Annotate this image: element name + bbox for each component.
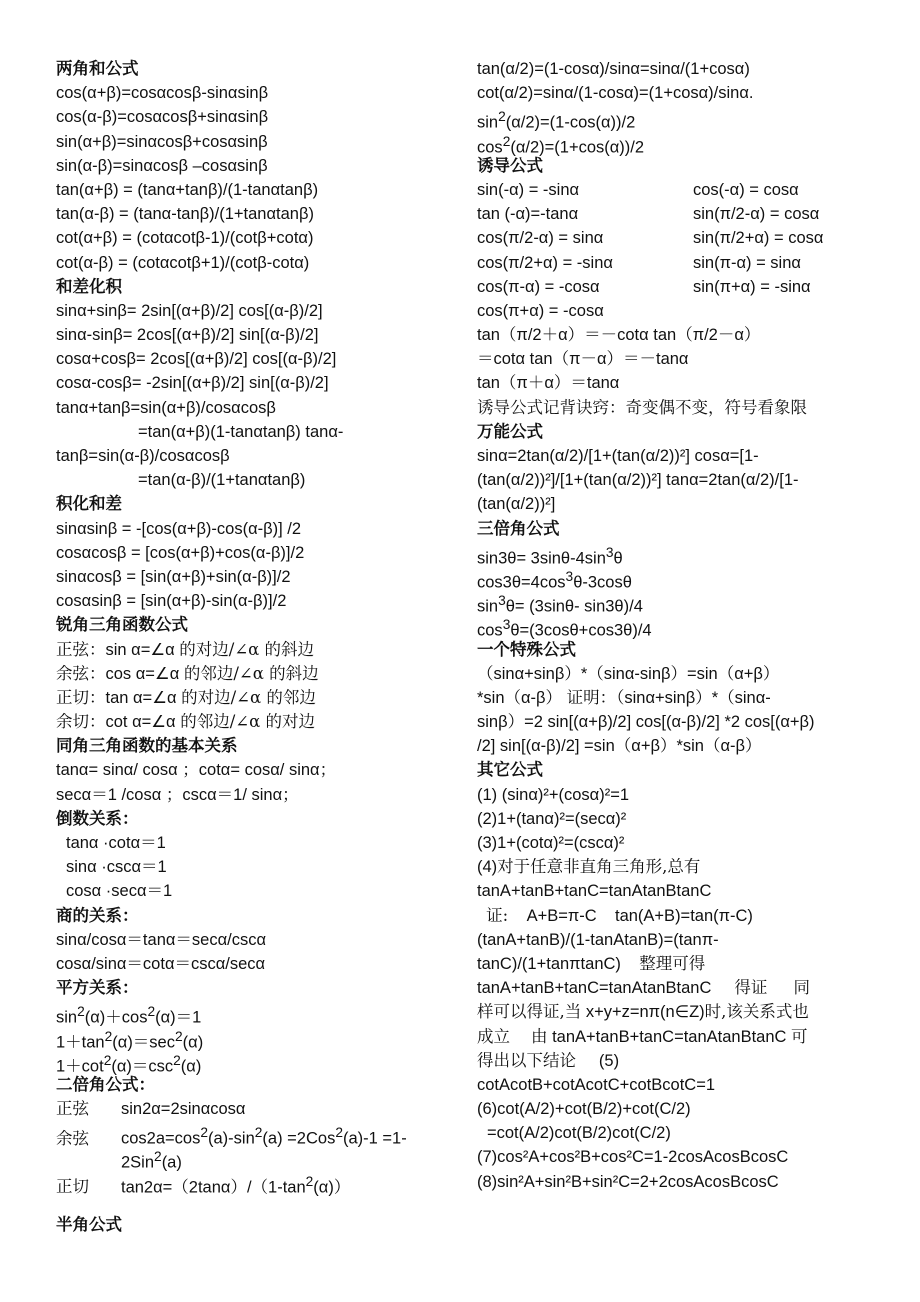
formula-line: sinαcosβ = [sin(α+β)+sin(α-β)]/2 (56, 567, 291, 586)
formula-line: (8)sin²A+sin²B+sin²C=2+2cosAcosBcosC (477, 1172, 779, 1191)
section-heading: 平方关系： (56, 979, 139, 998)
formula-line: cos(π/2+α) = -sinα sin(π-α) = sinα (477, 253, 801, 272)
formula-line: $\cos 3\theta=4\cos^3\theta-3\cos\theta$ (477, 568, 632, 592)
formula-line: 正切：tan α=∠α 的对边/∠α 的邻边 (56, 687, 316, 707)
formula-line: (2)1+(tanα)²=(secα)² (477, 809, 627, 828)
formula-line: (tan(α/2))²] (477, 495, 556, 514)
formula-line: sinα-sinβ= 2cos[(α+β)/2] sin[(α-β)/2] (56, 326, 319, 345)
formula-line: cotAcotB+cotAcotC+cotBcotC=1 (477, 1075, 716, 1094)
formula-line: tan(α+β) = (tanα+tanβ)/(1-tanαtanβ) (56, 180, 319, 199)
formula-line: cos(π-α) = -cosα sin(π+α) = -sinα (477, 277, 811, 296)
section-heading: 其它公式 (477, 761, 543, 780)
formula-line: sinβ）=2 sin[(α+β)/2] cos[(α-β)/2] *2 cos[(α+β) (477, 713, 815, 732)
formula-line: 余弦：cos α=∠α 的邻边/∠α 的斜边 (56, 663, 319, 683)
formula-line: (tanA+tanB)/(1-tanAtanB)=(tanπ- (477, 930, 719, 949)
formula-line: 2Sin$^2$(a) (121, 1149, 182, 1172)
formula-line: tan (-α)=-tanα sin(π/2-α) = cosα (477, 205, 820, 224)
formula-line: tanα= sinα/ cosα ；cotα= cosα/ sinα； (56, 761, 337, 780)
left-column (56, 57, 456, 1197)
formula-line: tan(α-β) = (tanα-tanβ)/(1+tanαtanβ) (56, 205, 314, 224)
section-heading: 一个特殊公式 (477, 640, 576, 659)
section-heading: 锐角三角函数公式 (56, 616, 188, 635)
formula-line: 正弦：sin α=∠α 的对边/∠α 的斜边 (56, 639, 315, 659)
formula-line: cosα/sinα＝cotα＝cscα/secα (56, 954, 266, 973)
formula-line: cosα+cosβ= 2cos[(α+β)/2] cos[(α-β)/2] (56, 350, 337, 369)
formula-line: cosαsinβ = [sin(α+β)-sin(α-β)]/2 (56, 592, 287, 611)
formula-line: cosαcosβ = [cos(α+β)+cos(α-β)]/2 (56, 543, 305, 562)
formula-line: cos(π/2-α) = sinα sin(π/2+α) = cosα (477, 229, 824, 248)
formula-line: sin(α-β)=sinαcosβ –cosαsinβ (56, 156, 268, 175)
formula-line: (3)1+(cotα)²=(cscα)² (477, 834, 625, 852)
formula-line: $\sin^2(\alpha/2)=(1-\cos(\alpha))/2$ (477, 109, 636, 132)
formula-line: tanA+tanB+tanC=tanAtanBtanC 得证 同 (477, 978, 811, 998)
formula-line: $1+\cot^2(\alpha)=\csc^2(\alpha)$ (56, 1052, 202, 1076)
formula-line: sinαsinβ = -[cos(α+β)-cos(α-β)] /2 (56, 519, 302, 538)
formula-line: cot(α/2)=sinα/(1-cosα)=(1+cosα)/sinα. (477, 84, 754, 103)
formula-line: =cot(A/2)cot(B/2)cot(C/2) (487, 1124, 671, 1143)
formula-line: (6)cot(A/2)+cot(B/2)+cot(C/2) (477, 1100, 691, 1119)
formula-line: cos(α-β)=cosαcosβ+sinαsinβ (56, 108, 269, 127)
right-column (477, 57, 872, 1194)
formula-line: sin(α+β)=sinαcosβ+cosαsinβ (56, 132, 268, 151)
formula-line: tanβ=sin(α-β)/cosαcosβ (56, 447, 230, 465)
formula-line: （sinα+sinβ）*（sinα-sinβ）=sin（α+β） (477, 664, 780, 683)
formula-line: *sin（α-β） 证明：（sinα+sinβ）*（sinα- (477, 687, 771, 707)
formula-line: tanC)/(1+tanπtanC) 整理可得 (477, 953, 706, 973)
formula-line: 正切 $\tan 2\alpha=(2\tan\alpha)/(1-\tan^2(\alpha))$ (56, 1173, 351, 1197)
formula-line: tanα+tanβ=sin(α+β)/cosαcosβ (56, 398, 276, 417)
formula-line: (1) (sinα)²+(cosα)²=1 (477, 785, 630, 804)
formula-line: tan（π/2＋α）＝－cotα tan（π/2－α） (477, 326, 761, 345)
formula-line: $\sin^2(\alpha)+\cos^2(\alpha)=1$ (56, 1004, 202, 1027)
formula-line: 成立 由 tanA+tanB+tanC=tanAtanBtanC 可 (477, 1026, 808, 1046)
formula-line: cot(α+β) = (cotαcotβ-1)/(cotβ+cotα) (56, 229, 314, 248)
formula-line: /2] sin[(α-β)/2] =sin（α+β）*sin（α-β） (477, 737, 762, 756)
formula-line: 余弦 $\cos 2a=\cos^2(a)-\sin^2(a) =2Cos^2(a)-1 =1-$ (56, 1125, 407, 1148)
formula-line: cot(α-β) = (cotαcotβ+1)/(cotβ-cotα) (56, 253, 310, 272)
section-heading: 两角和公式 (56, 60, 139, 78)
section-heading: 诱导公式 (477, 156, 543, 175)
section-heading: 万能公式 (477, 422, 543, 441)
formula-line: tanA+tanB+tanC=tanAtanBtanC (477, 882, 712, 901)
formula-line: 余切：cot α=∠α 的邻边/∠α 的对边 (56, 712, 315, 732)
formula-line: $\cos^2(\alpha/2)=(1+\cos(\alpha))/2$ (477, 133, 645, 157)
formula-line: cos(α+β)=cosαcosβ-sinαsinβ (56, 84, 269, 103)
formula-line: sin(-α) = -sinα cos(-α) = cosα (477, 180, 799, 199)
formula-line: secα＝1 /cosα ；cscα＝1/ sinα； (56, 785, 299, 804)
formula-line: ＝cotα tan（π－α）＝－tanα (477, 350, 689, 369)
formula-line: (tan(α/2))²]/[1+(tan(α/2))²] tanα=2tan(α/2)/[1- (477, 471, 799, 490)
formula-line: tan（π＋α）＝tanα (477, 374, 620, 393)
formula-line: =tan(α-β)/(1+tanαtanβ) (138, 471, 306, 490)
section-heading: 同角三角函数的基本关系 (56, 737, 238, 756)
formula-line: 证: A+B=π-C tan(A+B)=tan(π-C) (486, 905, 753, 925)
formula-line: cosα ·secα＝1 (66, 882, 173, 901)
section-heading: 积化和差 (56, 495, 122, 514)
formula-line: cosα-cosβ= -2sin[(α+β)/2] sin[(α-β)/2] (56, 374, 329, 393)
formula-line: sinα+sinβ= 2sin[(α+β)/2] cos[(α-β)/2] (56, 301, 323, 320)
formula-line: 正弦 sin2α=2sinαcosα (56, 1099, 246, 1119)
formula-line: tanα ·cotα＝1 (66, 834, 166, 852)
formula-line: sinα ·cscα＝1 (66, 858, 167, 877)
section-heading: 和差化积 (56, 277, 122, 296)
formula-line: $\sin 3\theta= 3\sin\theta-4\sin^3\theta$ (477, 544, 623, 568)
formula-line: tan(α/2)=(1-cosα)/sinα=sinα/(1+cosα) (477, 60, 750, 78)
formula-line: 诱导公式记背诀窍：奇变偶不变，符号看象限 (477, 397, 807, 417)
section-heading: 商的关系： (56, 906, 139, 925)
formula-line: cos(π+α) = -cosα (477, 301, 604, 320)
formula-line: sinα=2tan(α/2)/[1+(tan(α/2))²] cosα=[1- (477, 447, 759, 465)
section-heading: 倒数关系： (56, 809, 139, 828)
section-heading: 二倍角公式： (56, 1075, 155, 1094)
formula-line: $1+\tan^2(\alpha)=\sec^2(\alpha)$ (56, 1028, 204, 1051)
section-heading: 三倍角公式 (477, 519, 560, 538)
formula-line: (4)对于任意非直角三角形,总有 (477, 857, 701, 877)
formula-line: $\cos^3\theta=(3\cos\theta+\cos 3\theta)/4$ (477, 617, 652, 640)
formula-line: sinα/cosα＝tanα＝secα/cscα (56, 930, 266, 949)
formula-line: 得出以下结论 (5) (477, 1050, 620, 1070)
formula-line: 样可以得证,当 x+y+z=nπ(n∈Z)时,该关系式也 (477, 1002, 809, 1022)
formula-line: =tan(α+β)(1-tanαtanβ) tanα- (138, 422, 344, 441)
formula-line: (7)cos²A+cos²B+cos²C=1-2cosAcosBcosC (477, 1148, 789, 1167)
formula-line: $\sin^3\theta= (3\sin\theta-$ sin3θ)/4 (477, 593, 643, 616)
half-angle-heading: 半角公式 (56, 1216, 122, 1234)
